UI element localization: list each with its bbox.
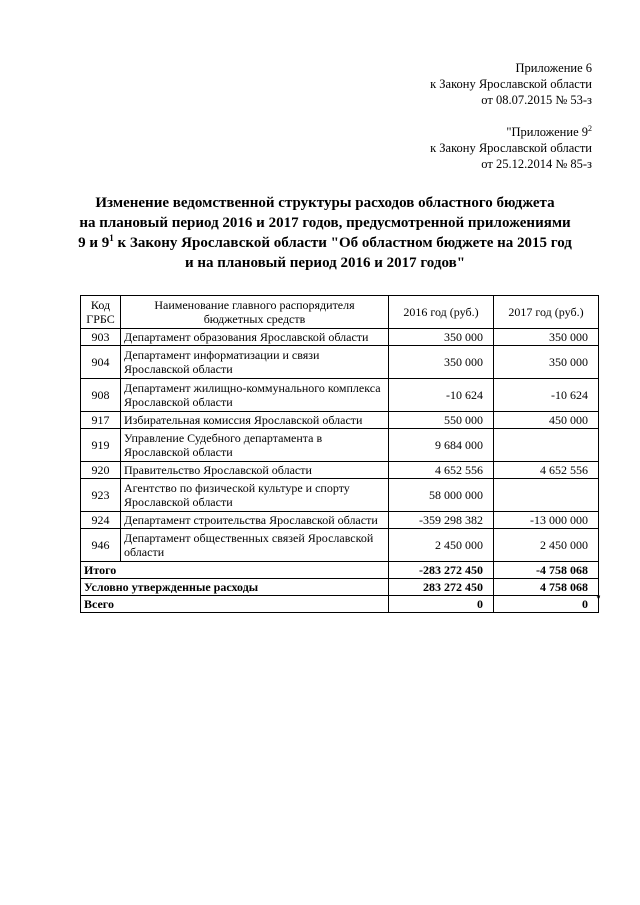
cell-2017: 4 652 556 xyxy=(494,462,599,479)
cell-code: 946 xyxy=(81,529,121,562)
cell-2016: -359 298 382 xyxy=(389,512,494,529)
appendix-date: от 08.07.2015 № 53-з xyxy=(481,93,592,107)
table-header-row xyxy=(81,296,599,329)
cell-code: 923 xyxy=(81,479,121,512)
cell-code: 908 xyxy=(81,379,121,412)
table-row xyxy=(81,346,599,379)
cell-2017: -13 000 000 xyxy=(494,512,599,529)
cell-name: Департамент образования Ярославской области xyxy=(121,329,389,346)
cell-2016: 550 000 xyxy=(389,412,494,429)
table-body xyxy=(81,329,599,613)
header-code: Код ГРБС xyxy=(81,296,121,329)
totals-2016: -283 272 450 xyxy=(389,562,494,579)
totals-row xyxy=(81,596,599,613)
totals-2016: 0 xyxy=(389,596,494,613)
cell-2017: 2 450 000 xyxy=(494,529,599,562)
totals-2017: 4 758 068 xyxy=(494,579,599,596)
cell-name: Избирательная комиссия Ярославской области xyxy=(121,412,389,429)
table-row xyxy=(81,529,599,562)
original-appendix-date: от 25.12.2014 № 85-з xyxy=(481,157,592,171)
cell-code: 924 xyxy=(81,512,121,529)
original-appendix-reference xyxy=(430,124,592,172)
totals-2016: 283 272 450 xyxy=(389,579,494,596)
totals-label: Итого xyxy=(81,562,389,579)
totals-row xyxy=(81,579,599,596)
cell-name: Департамент информатизации и связи Ярославской области xyxy=(121,346,389,379)
table-row xyxy=(81,512,599,529)
cell-2016: 4 652 556 xyxy=(389,462,494,479)
appendix-number: Приложение 6 xyxy=(515,61,592,75)
cell-2017: 350 000 xyxy=(494,346,599,379)
cell-name: Департамент жилищно-коммунального комплекса Ярославской области xyxy=(121,379,389,412)
cell-name: Департамент строительства Ярославской области xyxy=(121,512,389,529)
cell-name: Управление Судебного департамента в Ярославской области xyxy=(121,429,389,462)
header-name: Наименование главного распорядителя бюджетных средств xyxy=(121,296,389,329)
totals-row xyxy=(81,562,599,579)
title-line-4: и на плановый период 2016 и 2017 годов" xyxy=(184,255,466,271)
cell-code: 903 xyxy=(81,329,121,346)
totals-label: Условно утвержденные расходы xyxy=(81,579,389,596)
cell-code: 904 xyxy=(81,346,121,379)
title-superscript: 1 xyxy=(109,233,114,243)
table-row xyxy=(81,429,599,462)
header-2017: 2017 год (руб.) xyxy=(494,296,599,329)
appendix-reference xyxy=(430,60,592,108)
cell-name: Департамент общественных связей Ярославской области xyxy=(121,529,389,562)
totals-2017: -4 758 068 xyxy=(494,562,599,579)
cell-code: 919 xyxy=(81,429,121,462)
cell-2016: 350 000 xyxy=(389,346,494,379)
original-appendix-number: "Приложение $9^2$ xyxy=(506,124,592,139)
title-line-1: Изменение ведомственной структуры расходов областного бюджета xyxy=(95,195,555,211)
table-row xyxy=(81,479,599,512)
cell-2016: -10 624 xyxy=(389,379,494,412)
totals-label: Всего xyxy=(81,596,389,613)
original-appendix-law: к Закону Ярославской области xyxy=(430,141,592,155)
cell-2017 xyxy=(494,479,599,512)
cell-2016: 9 684 000 xyxy=(389,429,494,462)
table-row xyxy=(81,379,599,412)
header-2016: 2016 год (руб.) xyxy=(389,296,494,329)
original-appendix-superscript: 2 xyxy=(588,124,592,133)
totals-2017: 0 xyxy=(494,596,599,613)
title-line-2: на плановый период 2016 и 2017 годов, предусмотренной приложениями xyxy=(79,215,571,231)
budget-table xyxy=(80,295,599,613)
table-row xyxy=(81,412,599,429)
cell-name: Правительство Ярославской области xyxy=(121,462,389,479)
cell-2017: 350 000 xyxy=(494,329,599,346)
document-title xyxy=(60,193,590,273)
cell-2016: 350 000 xyxy=(389,329,494,346)
table-row xyxy=(81,329,599,346)
cell-2017: 450 000 xyxy=(494,412,599,429)
cell-code: 920 xyxy=(81,462,121,479)
closing-quote: " xyxy=(596,592,601,606)
cell-2017: -10 624 xyxy=(494,379,599,412)
cell-2016: 58 000 000 xyxy=(389,479,494,512)
cell-code: 917 xyxy=(81,412,121,429)
cell-2016: 2 450 000 xyxy=(389,529,494,562)
appendix-law: к Закону Ярославской области xyxy=(430,77,592,91)
table-row xyxy=(81,462,599,479)
cell-name: Агентство по физической культуре и спорту Ярославской области xyxy=(121,479,389,512)
cell-2017 xyxy=(494,429,599,462)
title-line-3: 9 и $9^1$ к Закону Ярославской области "Об областном бюджете на 2015 год xyxy=(78,233,572,251)
